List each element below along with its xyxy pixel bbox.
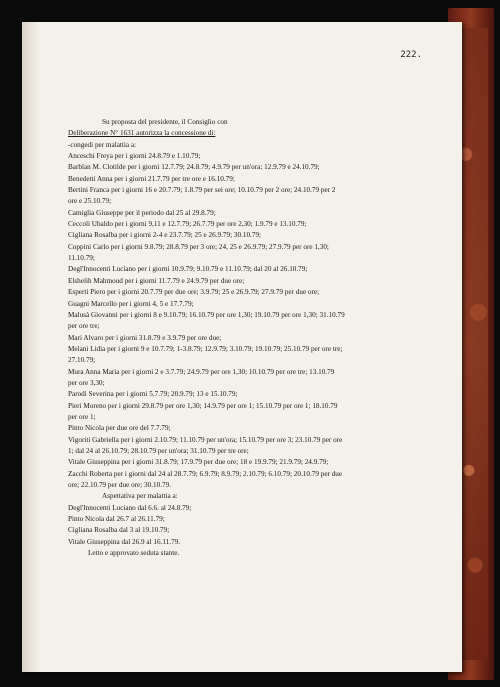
text-line: Cigliana Rosalba per i giorni 2-4 e 23.7.79; 25 e 26.9.79; 30.10.79;: [68, 231, 262, 240]
text-line: Parodi Severina per i giorni 5.7.79; 20.9.79; 13 e 15.10.79;: [68, 390, 238, 399]
page-text: [68, 117, 420, 559]
text-line: Anceschi Freya per i giorni 24.8.79 e 1.10.79;: [68, 152, 201, 161]
text-line: 11.10.79;: [68, 254, 95, 263]
text-line: Mari Alvaro per i giorni 31.8.79 e 3.9.79 per ore due;: [68, 333, 222, 342]
page-number: 222.: [400, 50, 422, 60]
page-gutter: [22, 22, 40, 672]
text-line: Barblan M. Clotilde per i giorni 12.7.79; 24.8.79; 4.9.79 per un'ora; 12.9.79 e 24.10.79;: [68, 163, 320, 172]
text-line: ore e 25.10.79;: [68, 197, 112, 206]
text-line: Esperti Piero per i giorni 20.7.79 per due ore; 3.9.79; 25 e 26.9.79; 27.9.79 per due ore;: [68, 288, 320, 297]
text-line: Degl'Innocenti Luciano per i giorni 10.9.79; 9.10.79 e 11.10.79; dal 20 al 26.10.79;: [68, 265, 308, 274]
text-line: Pinto Nicola per due ore del 7.7.79;: [68, 424, 171, 433]
text-line: Benedetti Anna per i giorni 21.7.79 per tre ore e 16.10.79;: [68, 174, 235, 183]
text-line: Aspettativa per malattia a:: [102, 492, 178, 501]
text-line: Camiglia Giuseppe per il periodo dal 25 al 29.8.79;: [68, 208, 216, 217]
text-line: ore; 22.10.79 per due ore; 30.10.79.: [68, 481, 171, 489]
text-line: Melani Lidia per i giorni 9 e 10.7.79; 1-3.8.79; 12.9.79; 3.10.79; 19.10.79; 25.10.79 per ore tre;: [68, 344, 343, 353]
text-line: Mura Anna Maria per i giorni 2 e 3.7.79; 24.9.79 per ore 1,30; 10.10.79 per ore tre; 13.10.79: [68, 367, 335, 376]
text-line: Malusà Giovanni per i giorni 8 e 9.10.79; 16.10.79 per ore 1,30; 19.10.79 per ore 1,30; 31.10.79: [68, 310, 345, 319]
text-line: 27.10.79;: [68, 356, 96, 365]
text-line: Vigoriti Gabriella per i giorni 2.10.79; 11.10.79 per un'ora; 15.10.79 per ore 3; 23.10.79 per ore: [68, 435, 343, 444]
text-line: Vitale Giuseppina per i giorni 31.8.79; 17.9.79 per due ore; 18 e 19.9.79; 21.9.79; 24.9.79;: [68, 458, 329, 467]
text-line: Degl'Innocenti Luciano dal 6.6. al 24.8.79;: [68, 503, 192, 512]
text-line: Zacchi Roberta per i giorni dal 24 al 28.7.79; 6.9.79; 8.9.79; 2.10.79; 6.10.79; 20.10.79 per due: [68, 469, 343, 478]
text-line: Guagni Marcello per i giorni 4, 5 e 17.7.79;: [68, 299, 194, 308]
text-line: 1; dal 24 al 26.10.79; 28.10.79 per un'ora; 31.10.79 per tre ore;: [68, 446, 249, 455]
text-line: Vitale Giuseppina dal 26.9 al 16.11.79.: [68, 537, 181, 546]
text-line: Bertini Franca per i giorni 16 e 20.7.79; 1.8.79 per sei ore; 10.10.79 per 2 ore; 24.10.79 per 2: [68, 186, 336, 195]
text-line: per ore 1;: [68, 412, 96, 421]
text-line: Letto e approvato seduta stante.: [88, 549, 180, 558]
text-line: Deliberazione N° 1631 autorizza la concessione di:: [68, 129, 216, 138]
text-line: Elshelih Mahmoud per i giorni 11.7.79 e 24.9.79 per due ore;: [68, 276, 245, 285]
text-line: per ore tre;: [68, 322, 100, 331]
text-line: per ore 3,30;: [68, 378, 105, 387]
text-line: Coppini Carlo per i giorni 9.8.79; 28.8.79 per 3 ore; 24, 25 e 26.9.79; 27.9.79 per ore 1,30;: [68, 242, 329, 251]
text-line: Ceccoli Ubaldo per i giorni 9,11 e 12.7.79; 26.7.79 per ore 2,30; 1.9.79 e 13.10.79;: [68, 220, 307, 229]
text-line: Pinto Nicola dal 26.7 al 26.11.79;: [68, 515, 165, 524]
text-line: -congedi per malattia a:: [68, 140, 137, 149]
text-line: Cigliana Rosalba dal 3 al 19.10.79;: [68, 526, 170, 535]
text-line: Pieri Moreno per i giorni 29.8.79 per ore 1,30; 14.9.79 per ore 1; 15.10.79 per ore 1; 18.10.79: [68, 401, 338, 410]
text-line: Su proposta del presidente, il Consiglio con: [102, 118, 228, 126]
